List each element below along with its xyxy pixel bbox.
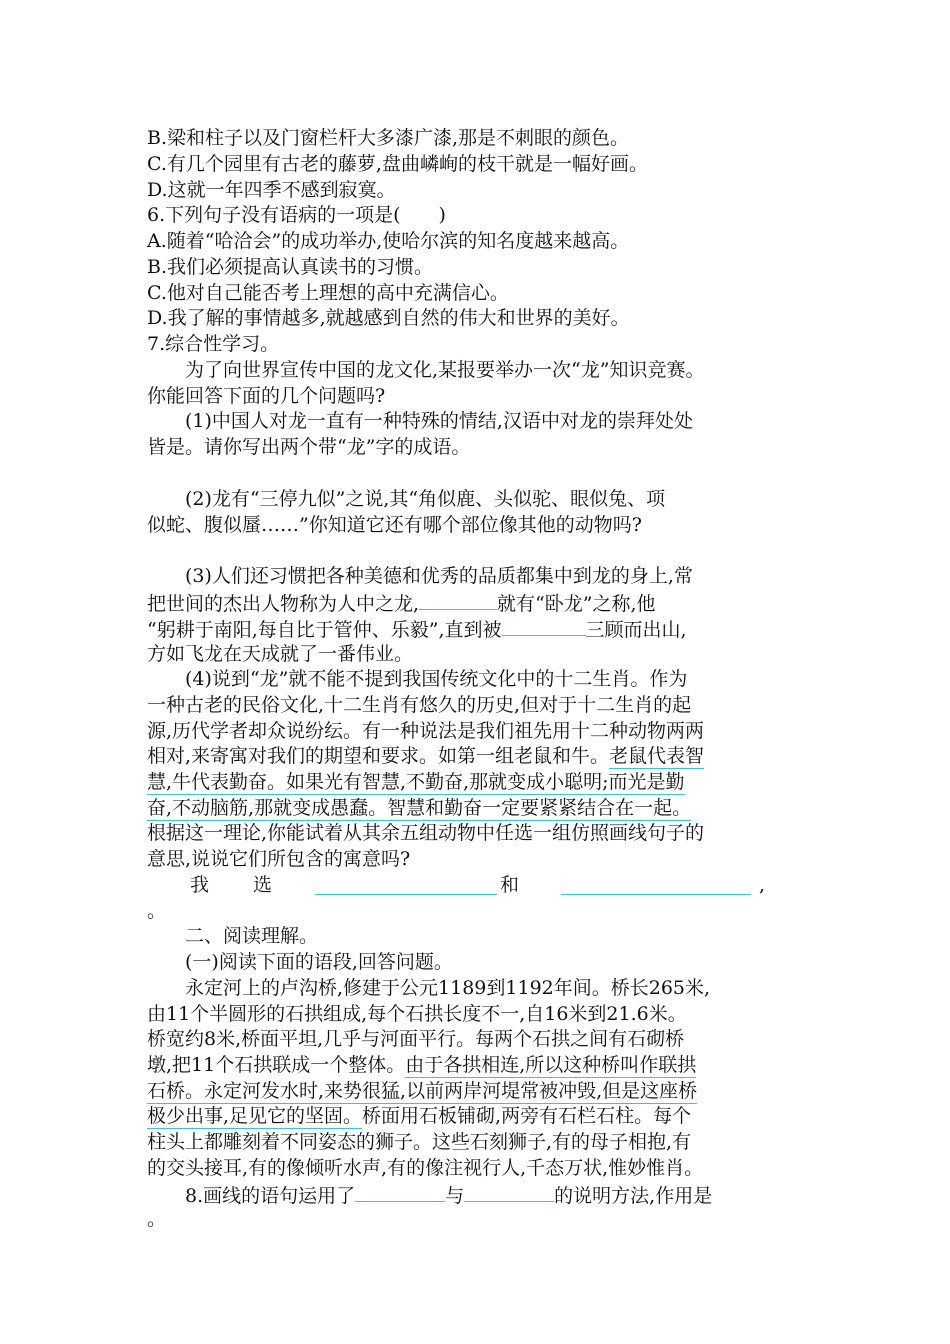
- reading-line: [147, 1103, 807, 1129]
- q7-part2-line: (2)龙有“三停九似”之说,其“角似鹿、头似驼、眼似兔、项: [185, 488, 666, 510]
- option-b: B.梁和柱子以及门窗栏杆大多漆广漆,那是不刺眼的颜色。: [147, 127, 630, 149]
- line-text: 相对,来寄寓对我们的期望和要求。如第一组老鼠和牛。: [147, 745, 610, 767]
- reading-line: 桥宽约8米,桥面平坦,几乎与河面平行。每两个石拱之间有石砌桥: [147, 1028, 685, 1050]
- line-text: 三顾而出山,: [585, 619, 687, 641]
- q7-part4-line: [147, 795, 807, 821]
- q7-part4-line: 源,历代学者却众说纷纭。有一种说法是我们祖先用十二种动物两两: [147, 720, 705, 742]
- q7-intro-line: 为了向世界宣传中国的龙文化,某报要举办一次“龙”知识竞赛。: [185, 359, 705, 381]
- q7-part4-line: [147, 743, 807, 769]
- line-text: 就有“卧龙”之称,他: [497, 593, 656, 615]
- underlined-sentence: 老鼠代表智: [609, 745, 705, 767]
- q7-part4-line: 意思,说说它们所包含的寓意吗?: [147, 848, 411, 870]
- answer-end-mark: 。: [147, 1208, 167, 1230]
- question-7: 7.综合性学习。: [147, 333, 280, 355]
- line-text: 与: [445, 1185, 465, 1207]
- answer-blank[interactable]: [561, 874, 751, 895]
- q7-part2-line: 似蛇、腹似蜃……”你知道它还有哪个部位像其他的动物吗?: [147, 514, 642, 536]
- underlined-sentence: 极少出事,足见它的坚固。: [147, 1105, 363, 1127]
- q7-part1-line: 皆是。请你写出两个带“龙”字的成语。: [147, 436, 471, 458]
- section-2-heading: 二、阅读理解。: [185, 925, 319, 947]
- q7-part4-line: (4)说到“龙”就不能不提到我国传统文化中的十二生肖。作为: [185, 668, 688, 690]
- option-d: D.这就一年四季不感到寂寞。: [147, 179, 396, 201]
- q7-part3-line: [147, 615, 807, 641]
- question-8: [185, 1181, 807, 1207]
- answer-blank[interactable]: [502, 615, 586, 636]
- q6-option-b: B.我们必须提高认真读书的习惯。: [147, 256, 434, 278]
- q7-part4-line: 根据这一理论,你能试着从其余五组动物中任选一组仿照画线句子的: [147, 822, 705, 844]
- underlined-sentence: 石桥。永定河发水时,来势很猛,以前两岸河堤常被冲毁,但是这座桥: [147, 1080, 698, 1102]
- line-text: “躬耕于南阳,每自比于管仲、乐毅”,直到被: [147, 619, 502, 641]
- q7-part3-line: (3)人们还习惯把各种美德和优秀的品质都集中到龙的身上,常: [185, 565, 693, 587]
- answer-blank[interactable]: [464, 1181, 554, 1202]
- reading-line: 柱头上都雕刻着不同姿态的狮子。这些石刻狮子,有的母子相抱,有: [147, 1131, 692, 1153]
- line-text: 的说明方法,作用是: [554, 1185, 713, 1207]
- q7-intro-line: 你能回答下面的几个问题吗?: [147, 385, 386, 407]
- q7-part4-line: 一种古老的民俗文化,十二生肖有悠久的历史,但对于十二生肖的起: [147, 694, 692, 716]
- q7-part3-line: [147, 589, 807, 615]
- underlined-sentence: 由于各拱相连,所以这种桥叫作联拱: [405, 1054, 697, 1076]
- q7-part1-line: (1)中国人对龙一直有一种特殊的情结,汉语中对龙的崇拜处处: [185, 410, 693, 432]
- reading-line: 的交头接耳,有的像倾听水声,有的像注视行人,千态万状,惟妙惟肖。: [147, 1157, 704, 1179]
- q6-option-a: A.随着“哈洽会”的成功举办,使哈尔滨的知名度越来越高。: [147, 230, 630, 252]
- line-text: 把世间的杰出人物称为人中之龙,: [147, 593, 420, 615]
- q6-option-c: C.他对自己能否考上理想的高中充满信心。: [147, 282, 509, 304]
- q7-part3-line: 方如飞龙在天成就了一番伟业。: [147, 643, 414, 665]
- option-c: C.有几个园里有古老的藤萝,盘曲嶙峋的枝干就是一幅好画。: [147, 153, 648, 175]
- answer-end-mark: 。: [147, 900, 167, 922]
- answer-blank[interactable]: [315, 874, 497, 895]
- reading-line: [147, 1078, 807, 1104]
- underlined-sentence: 慧,牛代表勤奋。如果光有智慧,不勤奋,那就变成小聪明;而光是勤: [147, 771, 685, 793]
- and-label: 和: [500, 874, 520, 896]
- answer-blank[interactable]: [355, 1181, 445, 1202]
- reading-line: 由11个半圆形的石拱组成,每个石拱长度不一,自16米到21.6米。: [147, 1003, 687, 1025]
- q7-part4-line: [147, 769, 807, 795]
- choose-label: 我: [190, 874, 210, 896]
- comma-mark: ,: [759, 874, 766, 896]
- line-text: 8.画线的语句运用了: [185, 1185, 356, 1207]
- question-6: 6.下列句子没有语病的一项是( ): [147, 204, 446, 226]
- section-2-subheading: (一)阅读下面的语段,回答问题。: [185, 951, 453, 973]
- underlined-sentence: 奋,不动脑筋,那就变成愚蠢。智慧和勤奋一定要紧紧结合在一起。: [147, 797, 692, 819]
- choose-label: 选: [253, 874, 273, 896]
- q6-option-d: D.我了解的事情越多,就越感到自然的伟大和世界的美好。: [147, 307, 630, 329]
- line-text: 桥面用石板铺砌,两旁有石栏石柱。每个: [362, 1105, 692, 1127]
- answer-blank[interactable]: [419, 589, 497, 610]
- reading-line: 永定河上的卢沟桥,修建于公元1189到1192年间。桥长265米,: [185, 977, 711, 999]
- choose-line: [147, 872, 807, 898]
- line-text: 墩,把11个石拱联成一个整体。: [147, 1054, 406, 1076]
- reading-line: [147, 1052, 807, 1078]
